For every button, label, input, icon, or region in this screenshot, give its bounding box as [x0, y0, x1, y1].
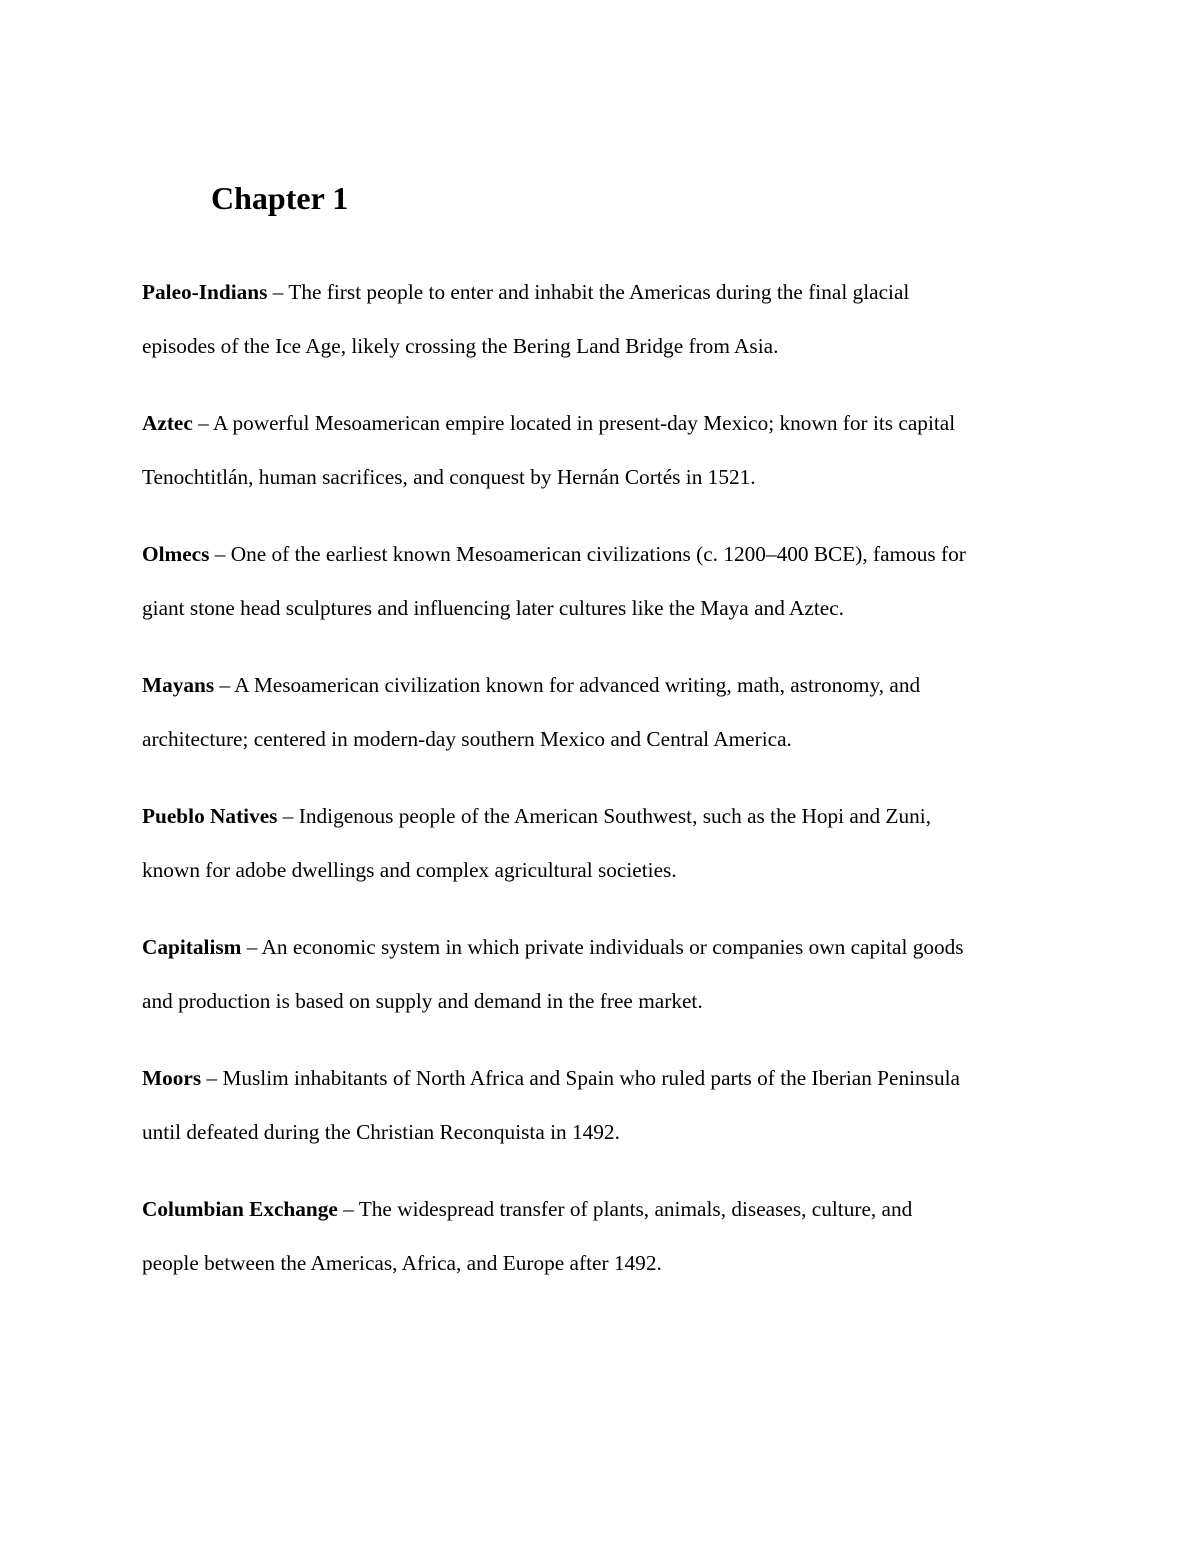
chapter-title: Chapter 1 — [211, 180, 349, 216]
entry-line-2: architecture; centered in modern-day southern Mexico and Central America. — [142, 727, 792, 751]
entry-line-2: episodes of the Ice Age, likely crossing the Bering Land Bridge from Asia. — [142, 334, 779, 358]
glossary-entry-columbian-exchange — [142, 1182, 1062, 1290]
entry-line-1 — [142, 1051, 1062, 1105]
glossary-entry-pueblo-natives — [142, 789, 1062, 897]
glossary-definition: – The widespread transfer of plants, animals, diseases, culture, and — [337, 1197, 913, 1221]
glossary-list — [142, 265, 1062, 1313]
glossary-definition: – One of the earliest known Mesoamerican civilizations (c. 1200–400 BCE), famous for — [209, 542, 966, 566]
glossary-entry-capitalism — [142, 920, 1062, 1028]
entry-line-1 — [142, 527, 1062, 581]
glossary-entry-aztec — [142, 396, 1062, 504]
entry-line-2: people between the Americas, Africa, and Europe after 1492. — [142, 1251, 662, 1275]
entry-line-1 — [142, 265, 1062, 319]
glossary-definition: – A Mesoamerican civilization known for advanced writing, math, astronomy, and — [214, 673, 921, 697]
glossary-definition: – Indigenous people of the American Southwest, such as the Hopi and Zuni, — [277, 804, 932, 828]
glossary-term: Mayans — [142, 673, 215, 697]
glossary-entry-olmecs — [142, 527, 1062, 635]
entry-line-1 — [142, 396, 1062, 450]
entry-line-2: known for adobe dwellings and complex agricultural societies. — [142, 858, 677, 882]
entry-line-2: and production is based on supply and demand in the free market. — [142, 989, 703, 1013]
glossary-term: Paleo-Indians — [142, 280, 268, 304]
glossary-definition: – Muslim inhabitants of North Africa and Spain who ruled parts of the Iberian Peninsula — [201, 1066, 960, 1090]
entry-line-1 — [142, 920, 1062, 974]
entry-line-2: giant stone head sculptures and influencing later cultures like the Maya and Aztec. — [142, 596, 844, 620]
glossary-definition: – A powerful Mesoamerican empire located in present-day Mexico; known for its capital — [192, 411, 956, 435]
glossary-entry-paleo-indians — [142, 265, 1062, 373]
glossary-term: Moors — [142, 1066, 202, 1090]
glossary-term: Pueblo Natives — [142, 804, 278, 828]
glossary-definition: – An economic system in which private individuals or companies own capital goods — [241, 935, 964, 959]
glossary-entry-moors — [142, 1051, 1062, 1159]
entry-line-1 — [142, 1182, 1062, 1236]
entry-line-1 — [142, 658, 1062, 712]
glossary-term: Columbian Exchange — [142, 1197, 338, 1221]
entry-line-2: until defeated during the Christian Reconquista in 1492. — [142, 1120, 620, 1144]
entry-line-2: Tenochtitlán, human sacrifices, and conquest by Hernán Cortés in 1521. — [142, 465, 756, 489]
glossary-term: Capitalism — [142, 935, 242, 959]
glossary-definition: – The first people to enter and inhabit the Americas during the final glacial — [267, 280, 910, 304]
glossary-entry-mayans — [142, 658, 1062, 766]
entry-line-1 — [142, 789, 1062, 843]
glossary-term: Olmecs — [142, 542, 210, 566]
glossary-term: Aztec — [142, 411, 193, 435]
